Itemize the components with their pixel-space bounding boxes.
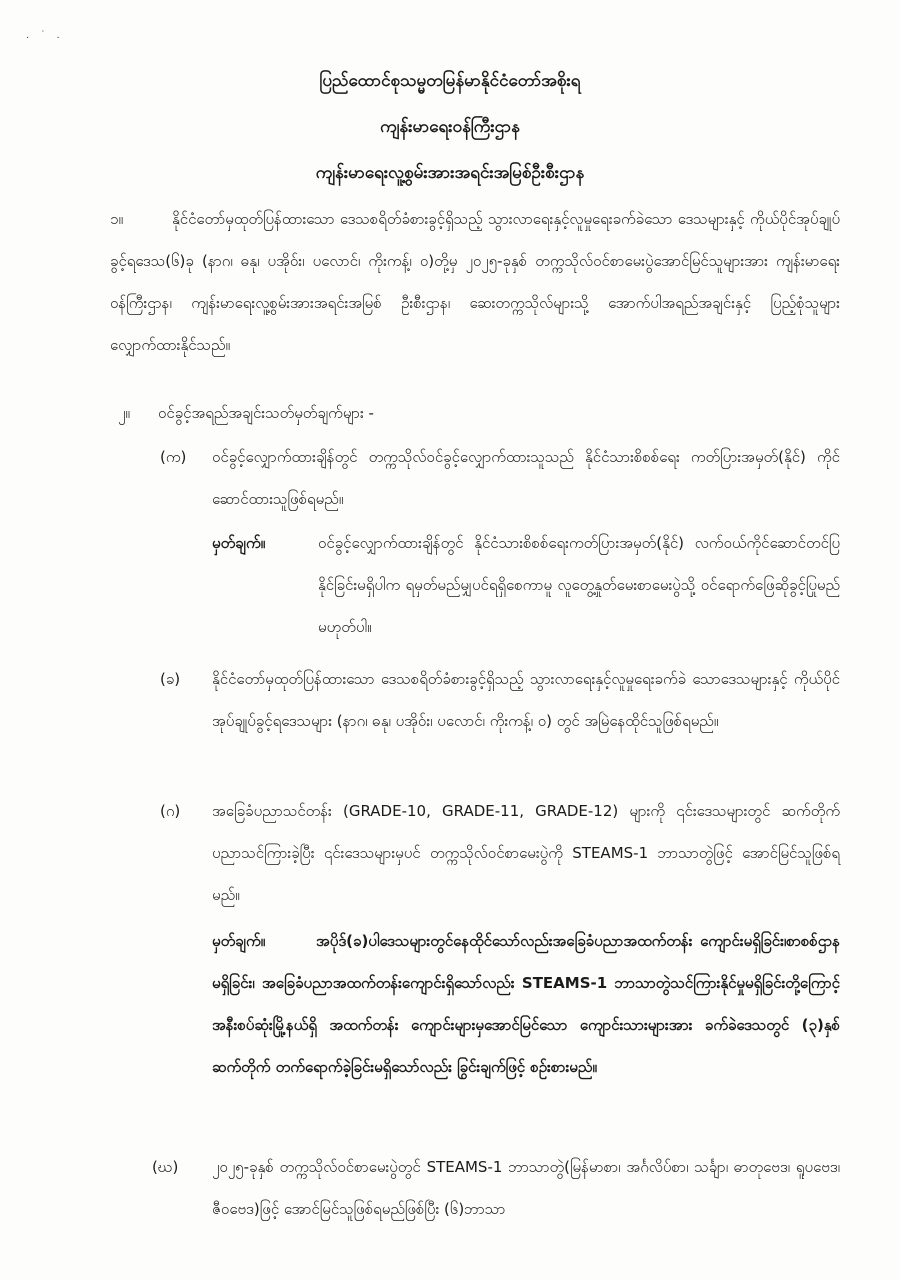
ministry-title: ကျန်းမာရေးဝန်ကြီးဌာန [380,117,520,137]
item-ka-note-text: ဝင်ခွင့်လျှောက်ထားချိန်တွင် နိုင်ငံသားစိစစ်ရေးကတ်ပြားအမှတ်(နိုင်) လက်ဝယ်ကိုင်ဆောင်တင်ပြနိုင်ခြင်းမရှိပါက ရမှတ်မည်မျှပင်ရရှိစေကာမူ လူတွေ့နှုတ်မေးစာမေးပွဲသို့ ဝင်ရောက်ဖြေဆိုခွင့်ပြုမည်မဟုတ်ပါ။ [318,534,840,636]
item-kha-label: (ခ) [160,670,181,688]
section-2-number: ၂။ [118,404,130,422]
section-1-number: ၁။ [110,210,123,228]
item-ga-note-label: မှတ်ချက်။ [212,932,266,950]
item-gha-text: ၂၀၂၅-ခုနှစ် တက္ကသိုလ်ဝင်စာမေးပွဲတွင် STEAMS-1 ဘာသာတွဲ(မြန်မာစာ၊ အင်္ဂလိပ်စာ၊ သင်္ချာ၊ ဓာတုဗေဒ၊ ရူပဗေဒ၊ ဇီဝဗေဒ)ဖြင့် အောင်မြင်သူဖြစ်ရမည်ဖြစ်ပြီး (၆)ဘာသာ [212,1158,840,1218]
item-ka-note-label: မှတ်ချက်။ [212,534,266,552]
item-ga-label: (ဂ) [160,802,181,820]
department-title: ကျန်းမာရေးလူ့စွမ်းအားအရင်းအမြစ်ဦးစီးဌာန [315,163,585,183]
section-1-paragraph: နိုင်ငံတော်မှထုတ်ပြန်ထားသော ဒေသစရိတ်ခံစားခွင့်ရှိသည့် သွားလာရေးနှင့်လူမှုရေးခက်ခဲသော ဒေသများနှင့် ကိုယ်ပိုင်အုပ်ချုပ်ခွင့်ရဒေသ(၆)ခု (နာဂ၊ ဓနု၊ ပအိုဝ်း၊ ပလောင်၊ ကိုးကန့်၊ ဝ)တို့မှ ၂၀၂၅-ခုနှစ် တက္ကသိုလ်ဝင်စာမေးပွဲအောင်မြင်သူများအား ကျန်းမာရေးဝန်ကြီးဌာန၊ ကျန်းမာရေးလူ့စွမ်းအားအရင်းအမြစ် ဦးစီးဌာန၊ ဆေးတက္ကသိုလ်များသို့ အောက်ပါအရည်အချင်းနှင့် ပြည့်စုံသူများ လျှောက်ထားနိုင်သည်။ [110,210,840,354]
item-ga-note-text: အပိုဒ်(ခ)ပါဒေသများတွင်နေထိုင်သော်လည်းအခြေခံပညာအထက်တန်း ကျောင်းမရှိခြင်း၊စာစစ်ဌာနမရှိခြင်း၊ အခြေခံပညာအထက်တန်းကျောင်းရှိသော်လည်း STEAMS-1 ဘာသာတွဲသင်ကြားနိုင်မှုမရှိခြင်းတို့ကြောင့် အနီးစပ်ဆုံးမြို့နယ်ရှိ အထက်တန်း ကျောင်းများမှအောင်မြင်သော ကျောင်းသားများအား ခက်ခဲဒေသတွင် (၃)နှစ်ဆက်တိုက် တက်ရောက်ခဲ့ခြင်းမရှိသော်လည်း ခြွင်းချက်ဖြင့် စဉ်းစားမည်။ [212,932,840,1076]
government-title: ပြည်ထောင်စုသမ္မတမြန်မာနိုင်ငံတော်အစိုးရ [319,71,581,91]
scan-specks: . ˙ . [26,30,64,41]
item-kha-text: နိုင်ငံတော်မှထုတ်ပြန်ထားသော ဒေသစရိတ်ခံစားခွင့်ရှိသည့် သွားလာရေးနှင့်လူမှုရေးခက်ခဲ သောဒေသများနှင့် ကိုယ်ပိုင်အုပ်ချုပ်ခွင့်ရဒေသများ (နာဂ၊ ဓနု၊ ပအိုဝ်း၊ ပလောင်၊ ကိုးကန့်၊ ဝ) တွင် အမြဲနေထိုင်သူဖြစ်ရမည်။ [212,670,840,730]
document-header [0,58,900,196]
section-2-heading: ဝင်ခွင့်အရည်အချင်းသတ်မှတ်ချက်များ - [158,404,374,422]
item-ka-label: (က) [160,448,187,466]
item-ga-text: အခြေခံပညာသင်တန်း (GRADE-10, GRADE-11, GRADE-12) များကို ၎င်းဒေသများတွင် ဆက်တိုက်ပညာသင်ကြားခဲ့ပြီး ၎င်းဒေသများမှပင် တက္ကသိုလ်ဝင်စာမေးပွဲကို STEAMS-1 ဘာသာတွဲဖြင့် အောင်မြင်သူဖြစ်ရမည်။ [212,802,840,904]
item-gha-label: (ဃ) [152,1158,179,1176]
item-ka-text: ဝင်ခွင့်လျှောက်ထားချိန်တွင် တက္ကသိုလ်ဝင်ခွင့်လျှောက်ထားသူသည် နိုင်ငံသားစိစစ်ရေး ကတ်ပြားအမှတ်(နိုင်) ကိုင်ဆောင်ထားသူဖြစ်ရမည်။ [212,448,840,508]
